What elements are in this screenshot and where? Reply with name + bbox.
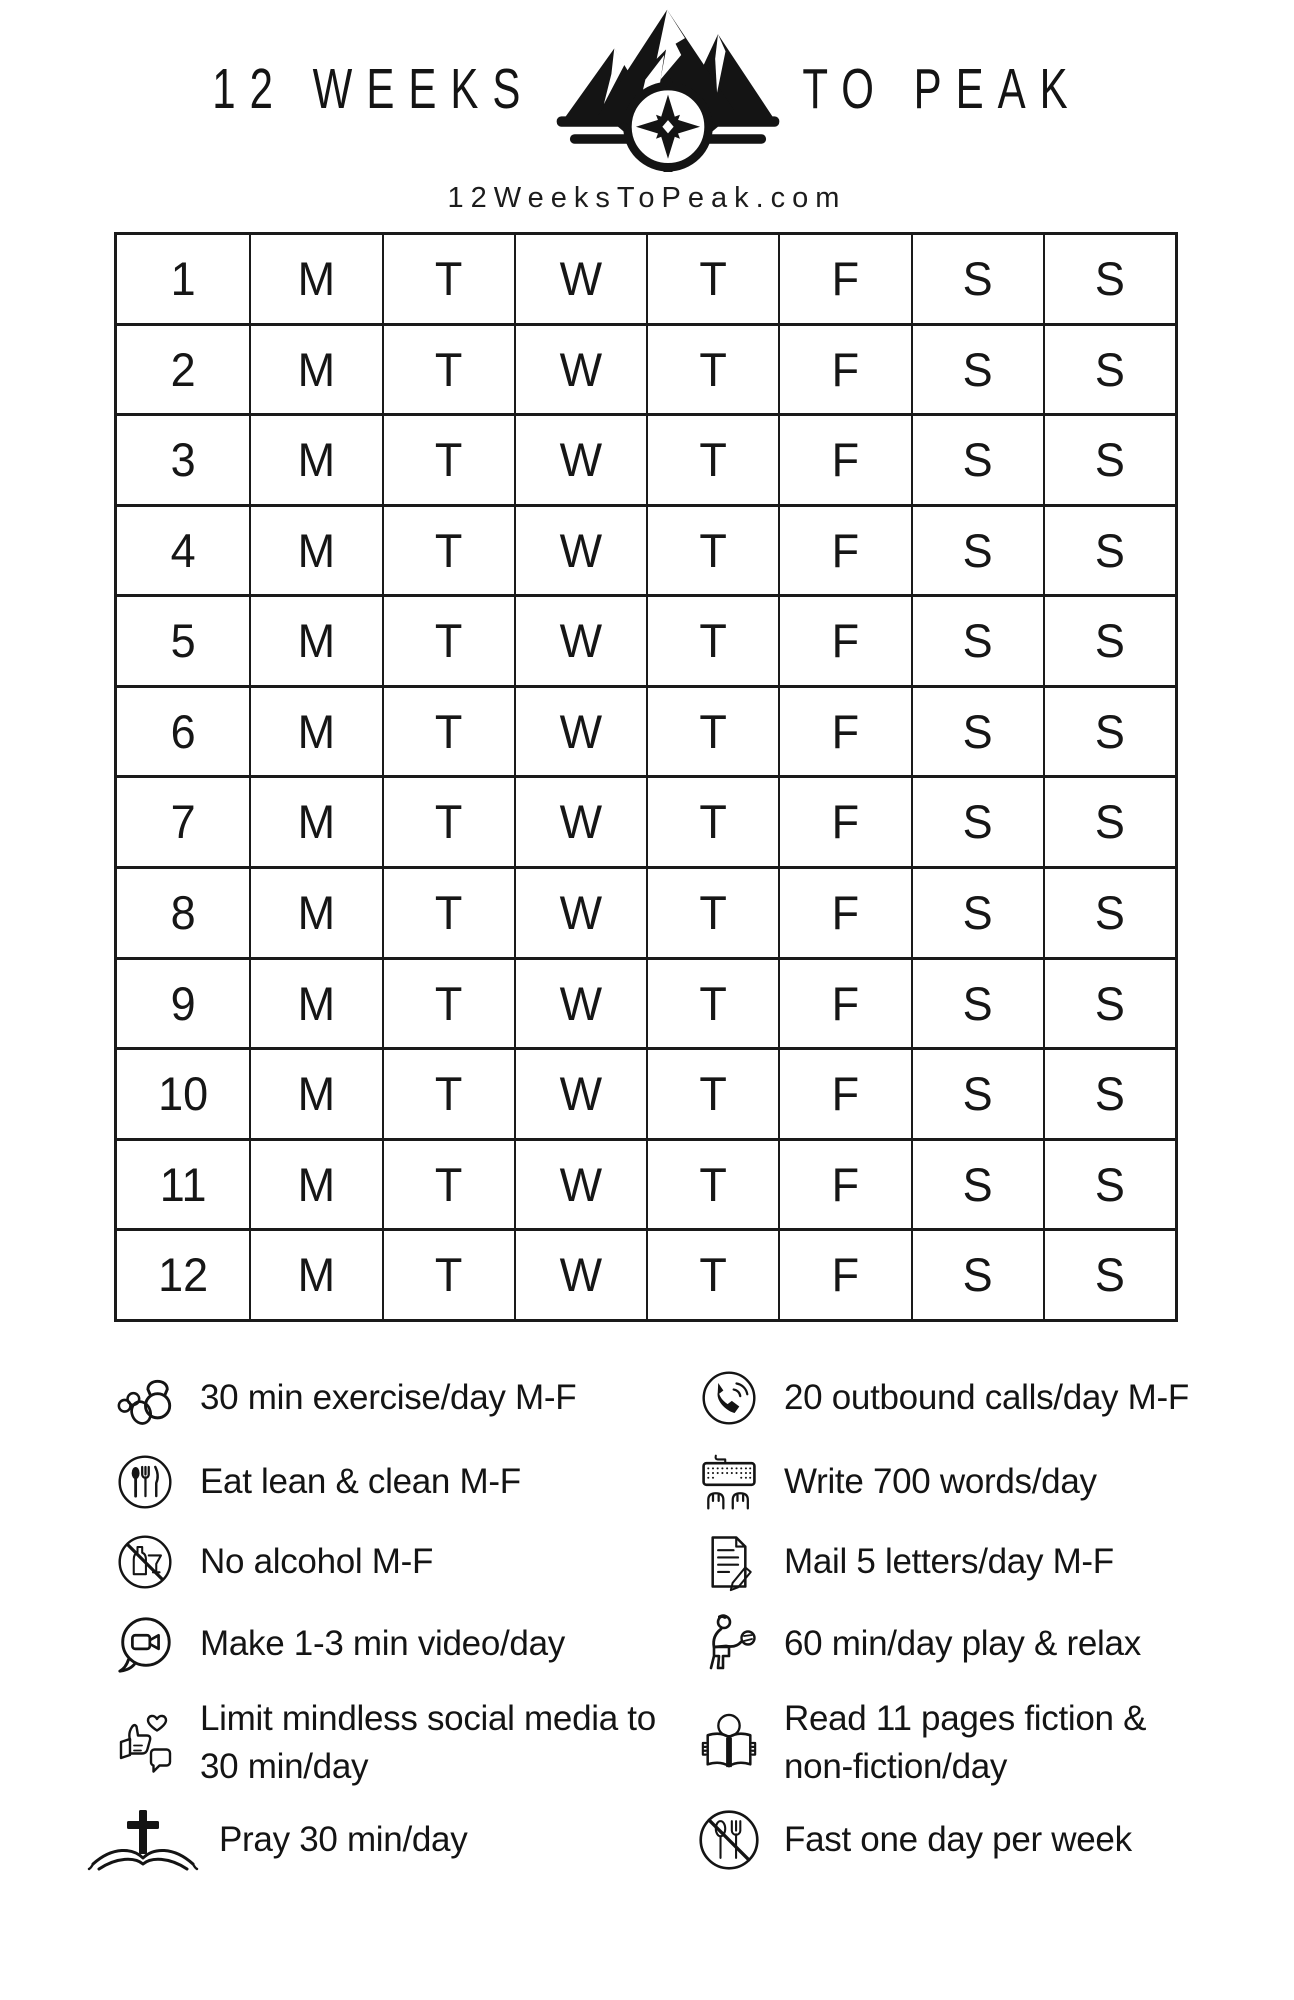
day-cell[interactable]: S [1043,957,1175,1049]
day-cell[interactable]: S [911,1229,1043,1321]
day-cell[interactable]: M [249,867,381,959]
day-cell[interactable]: S [1043,595,1175,687]
day-cell[interactable]: T [382,1048,514,1140]
tracker-row [117,1047,1175,1138]
habit-item-meal [108,1446,521,1518]
day-cell[interactable]: W [514,686,646,778]
day-cell[interactable]: S [1043,776,1175,868]
day-cell[interactable]: M [249,1048,381,1140]
day-cell[interactable]: T [646,867,778,959]
day-cell[interactable]: T [646,414,778,506]
day-cell[interactable]: W [514,1229,646,1321]
day-cell[interactable]: W [514,776,646,868]
day-cell[interactable]: T [646,595,778,687]
mountain-compass-logo [554,6,782,172]
day-cell[interactable]: T [646,505,778,597]
habit-label: Make 1-3 min video/day [200,1624,565,1663]
day-cell[interactable]: S [911,414,1043,506]
tracker-row [117,1138,1175,1229]
fast-icon [692,1807,766,1873]
day-cell[interactable]: M [249,414,381,506]
week-number-cell: 2 [170,342,196,396]
habit-item-write [692,1446,1097,1518]
day-cell[interactable]: M [249,686,381,778]
habit-item-read [692,1688,1204,1798]
week-number-cell: 7 [170,794,196,849]
habit-item-mail [692,1526,1114,1598]
day-cell[interactable]: W [514,1048,646,1140]
day-cell[interactable]: W [514,505,646,597]
tracker-row [117,957,1175,1048]
habit-item-video [108,1608,565,1680]
day-cell[interactable]: F [778,233,910,325]
day-cell[interactable]: S [911,776,1043,868]
day-cell[interactable]: M [249,323,381,415]
day-cell[interactable]: T [382,414,514,506]
day-cell[interactable]: M [249,1139,381,1231]
habit-label: 30 min exercise/day M-F [200,1378,577,1417]
day-cell[interactable]: T [646,233,778,325]
day-cell[interactable]: M [249,1229,381,1321]
day-cell[interactable]: T [646,1139,778,1231]
day-cell[interactable]: T [382,1229,514,1321]
tracker-row [117,413,1175,504]
week-number-cell: 5 [170,613,196,668]
day-cell[interactable]: T [382,957,514,1049]
day-cell[interactable]: W [514,867,646,959]
day-cell[interactable]: T [646,686,778,778]
day-cell[interactable]: W [514,957,646,1049]
day-cell[interactable]: S [911,957,1043,1049]
mail-icon [692,1531,766,1593]
day-cell[interactable]: M [249,233,381,325]
tracker-row [117,866,1175,957]
day-cell[interactable]: T [382,323,514,415]
habit-label: No alcohol M-F [200,1542,434,1581]
week-number-cell: 11 [159,1157,207,1211]
day-cell[interactable]: M [249,957,381,1049]
day-cell[interactable]: W [514,233,646,325]
week-number-cell: 8 [170,885,196,940]
day-cell[interactable]: M [249,776,381,868]
day-cell[interactable]: S [911,233,1043,325]
day-cell[interactable]: W [514,323,646,415]
habit-item-no-alcohol [108,1526,433,1598]
day-cell[interactable]: T [646,957,778,1049]
play-icon [692,1611,766,1677]
habit-item-fast [692,1798,1132,1882]
day-cell[interactable]: F [778,323,910,415]
habit-label: 20 outbound calls/day M-F [784,1378,1189,1417]
day-cell[interactable]: S [1043,323,1175,415]
day-cell[interactable]: T [646,1229,778,1321]
habit-label: Limit mindless social media to 30 min/day [200,1699,656,1786]
day-cell[interactable]: S [911,1139,1043,1231]
day-cell[interactable]: F [778,867,910,959]
day-cell[interactable]: M [249,505,381,597]
tracker-row [117,775,1175,866]
day-cell[interactable]: S [911,505,1043,597]
read-icon [692,1710,766,1776]
tracker-grid [114,232,1178,1322]
day-cell[interactable]: F [778,595,910,687]
week-number-cell: 9 [170,976,196,1030]
day-cell[interactable]: T [646,776,778,868]
video-icon [108,1613,182,1675]
day-cell[interactable]: F [778,957,910,1049]
day-cell[interactable]: F [778,686,910,778]
day-cell[interactable]: T [382,776,514,868]
day-cell[interactable]: W [514,595,646,687]
day-cell[interactable]: S [911,1048,1043,1140]
habit-item-calls [692,1362,1189,1434]
title-left: 12 WEEKS [212,56,535,120]
day-cell[interactable]: S [911,595,1043,687]
week-number-cell: 12 [158,1247,209,1302]
day-cell[interactable]: W [514,414,646,506]
meal-icon [108,1452,182,1512]
week-number-cell: 10 [158,1066,209,1121]
social-media-icon [108,1709,182,1777]
habit-label: Fast one day per week [784,1820,1132,1859]
day-cell[interactable]: S [911,323,1043,415]
tracker-row [117,504,1175,595]
day-cell[interactable]: S [1043,1229,1175,1321]
habit-item-social-media [108,1688,670,1798]
day-cell[interactable]: M [249,595,381,687]
tracker-row [117,235,1175,323]
day-cell[interactable]: S [911,867,1043,959]
day-cell[interactable]: S [1043,1139,1175,1231]
no-alcohol-icon [108,1532,182,1592]
brand-row [0,6,1294,172]
day-cell[interactable]: S [1043,505,1175,597]
day-cell[interactable]: F [778,1139,910,1231]
day-cell[interactable]: S [1043,414,1175,506]
day-cell[interactable]: F [778,414,910,506]
day-cell[interactable]: T [382,595,514,687]
week-number-cell: 6 [170,704,196,758]
week-number-cell: 3 [170,432,196,487]
day-cell[interactable]: T [646,1048,778,1140]
day-cell[interactable]: F [778,505,910,597]
day-cell[interactable]: W [514,1139,646,1231]
day-cell[interactable]: F [778,1048,910,1140]
habit-label: Write 700 words/day [784,1462,1097,1501]
habit-item-play [692,1608,1141,1680]
day-cell[interactable]: S [911,686,1043,778]
title-right: TO PEAK [802,56,1082,120]
tracker-row [117,594,1175,685]
habit-label: Pray 30 min/day [219,1820,468,1859]
habit-label: Read 11 pages fiction & non-fiction/day [784,1699,1147,1786]
day-cell[interactable]: T [382,1139,514,1231]
day-cell[interactable]: T [382,505,514,597]
pray-icon [85,1806,201,1874]
tracker-row [117,323,1175,414]
day-cell[interactable]: S [1043,686,1175,778]
exercise-icon [108,1367,182,1429]
day-cell[interactable]: T [646,323,778,415]
phone-icon [692,1368,766,1428]
day-cell[interactable]: T [382,867,514,959]
tracker-row [117,1228,1175,1319]
tracker-row [117,685,1175,776]
week-number-cell: 4 [170,523,196,577]
habit-label: Eat lean & clean M-F [200,1462,521,1501]
day-cell[interactable]: F [778,1229,910,1321]
day-cell[interactable]: F [778,776,910,868]
keyboard-icon [692,1451,766,1513]
habit-item-pray [85,1798,467,1882]
habit-label: Mail 5 letters/day M-F [784,1542,1114,1581]
habit-label: 60 min/day play & relax [784,1624,1141,1663]
day-cell[interactable]: S [1043,867,1175,959]
day-cell[interactable]: T [382,686,514,778]
website-url: 12WeeksToPeak.com [447,182,847,214]
day-cell[interactable]: T [382,233,514,325]
day-cell[interactable]: S [1043,1048,1175,1140]
week-number-cell: 1 [170,251,196,306]
day-cell[interactable]: S [1043,233,1175,325]
habit-item-exercise [108,1362,576,1434]
